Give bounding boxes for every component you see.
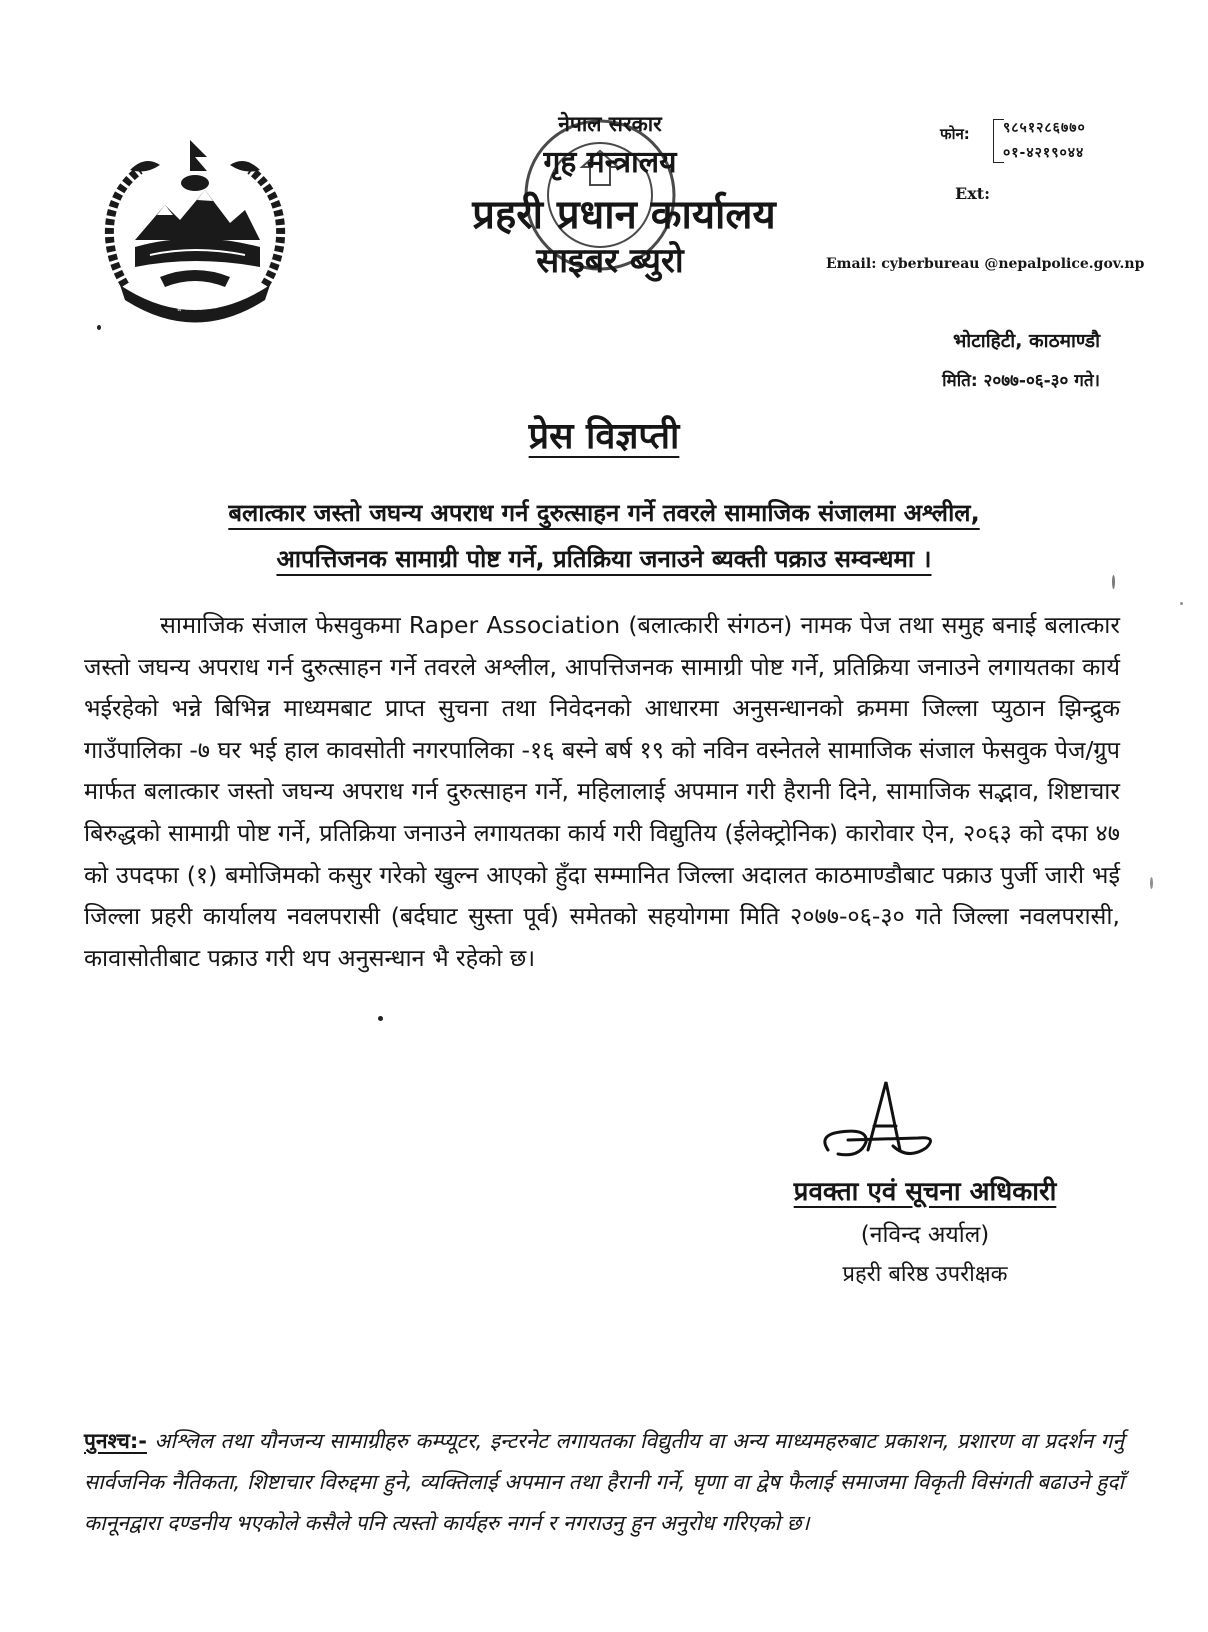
postscript <box>84 1421 1124 1544</box>
signatory-rank: प्रहरी बरिष्ठ उपरीक्षक <box>842 1262 1008 1287</box>
postscript-label: पुनश्च:- <box>84 1429 147 1453</box>
signature-icon <box>808 1080 978 1180</box>
header-ministry: गृह मन्त्रालय <box>543 145 677 180</box>
place-line: भोटाहिटी, काठमाण्डौ <box>952 330 1100 352</box>
scan-speck <box>1180 602 1183 605</box>
signatory-title <box>760 1172 1090 1208</box>
scan-speck <box>97 325 101 330</box>
phone-number-1: ९८५१२८६७७० <box>1003 120 1086 136</box>
subject-text-2: आपत्तिजनक सामाग्री पोष्ट गर्ने, प्रतिक्रिया जनाउने ब्यक्ती पक्राउ सम्वन्धमा । <box>276 545 932 573</box>
postscript-label-wrap <box>84 1429 147 1453</box>
title-text: प्रेस विज्ञप्ती <box>528 416 680 457</box>
body-paragraph: सामाजिक संजाल फेसवुकमा Raper Association (बलात्कारी संगठन) नामक पेज तथा समुह बनाई बलात्कार जस्तो जघन्य अपराध गर्न दुरुत्साहन गर्ने तवरले अश्लील, आपत्तिजनक सामाग्री पोष्ट गर्ने, प्रतिक्रिया जनाउने लगायतका कार्य भईरहेको भन्ने बिभिन्न माध्यमबाट प्राप्त सुचना तथा निवेदनको आधारमा अनुसन्धानको क्रममा जिल्ला प्युठान झिन्द्रुक गाउँपालिका -७ घर भई हाल कावसोती नगरपालिका -१६ बस्ने बर्ष १९ को नविन वस्नेतले सामाजिक संजाल फेसवुक पेज/ग्रुप मार्फत बलात्कार जस्तो जघन्य अपराध गर्न दुरुत्साहन गर्ने, महिलालाई अपमान गरी हैरानी दिने, सामाजिक सद्भाव, शिष्टाचार बिरुद्धको सामाग्री पोष्ट गर्ने, प्रतिक्रिया जनाउने लगायतका कार्य गरी विद्युतिय (ईलेक्ट्रोनिक) कारोवार ऐन, २०६३ को दफा ४७ को उपदफा (१) बमोजिमको कसुर गरेको खुल्न आएको हुँदा सम्मानित जिल्ला अदालत काठमाण्डौबाट पक्राउ पुर्जी जारी भई जिल्ला प्रहरी कार्यालय नवलपरासी (बर्दघाट सुस्ता पूर्व) समेतको सहयोगमा मिति २०७७-०६-३० गते जिल्ला नवलपरासी, कावासोतीबाट पक्राउ गरी थप अनुसन्धान भै रहेको छ। <box>84 611 1120 972</box>
header-office: प्रहरी प्रधान कार्यालय <box>472 192 776 238</box>
email-address: Email: cyberbureau @nepalpolice.gov.np <box>826 256 1145 272</box>
ext-label: Ext: <box>955 184 991 203</box>
body-section <box>84 605 1120 979</box>
date-line: मिति: २०७७-०६-३० गते। <box>942 371 1100 391</box>
scan-speck <box>1112 575 1115 589</box>
phone-number-2: ०१-४२१९०४४ <box>1003 145 1085 161</box>
scan-speck <box>378 1016 383 1021</box>
header-bureau: साइबर ब्युरो <box>536 241 684 281</box>
signatory-name: (नविन्द अर्याल) <box>860 1222 990 1248</box>
document-title <box>0 410 1208 459</box>
subject-line-2 <box>0 542 1208 575</box>
emblem-motto: जननी जन्मभूमिश्च स्वर्गादपि गरीयसी <box>143 290 247 313</box>
signatory-title-text: प्रवक्ता एवं सूचना अधिकारी <box>793 1177 1057 1207</box>
phone-label: फोन: <box>940 125 970 143</box>
subject-text-1: बलात्कार जस्तो जघन्य अपराध गर्न दुरुत्साहन गर्ने तवरले सामाजिक संजालमा अश्लील, <box>228 499 980 527</box>
scan-speck <box>1150 877 1153 889</box>
postscript-text: अश्लिल तथा यौनजन्य सामाग्रीहरु कम्प्यूटर, इन्टरनेट लगायतका विद्युतीय वा अन्य माध्यमहरुबाट प्रकाशन, प्रशारण वा प्रदर्शन गर्नु सार्वजनिक नैतिकता, शिष्टाचार विरुद्दमा हुने, व्यक्तिलाई अपमान तथा हैरानी गर्ने, घृणा वा द्वेष फैलाई समाजमा विकृती विसंगती बढाउने हुदाँ कानूनद्वारा दण्डनीय भएकोले कसैले पनि त्यस्तो कार्यहरु नगर्न र नगराउनु हुन अनुरोध गरिएको छ। <box>84 1429 1124 1535</box>
header-government: नेपाल सरकार <box>558 112 662 136</box>
subject-line-1 <box>0 496 1208 529</box>
